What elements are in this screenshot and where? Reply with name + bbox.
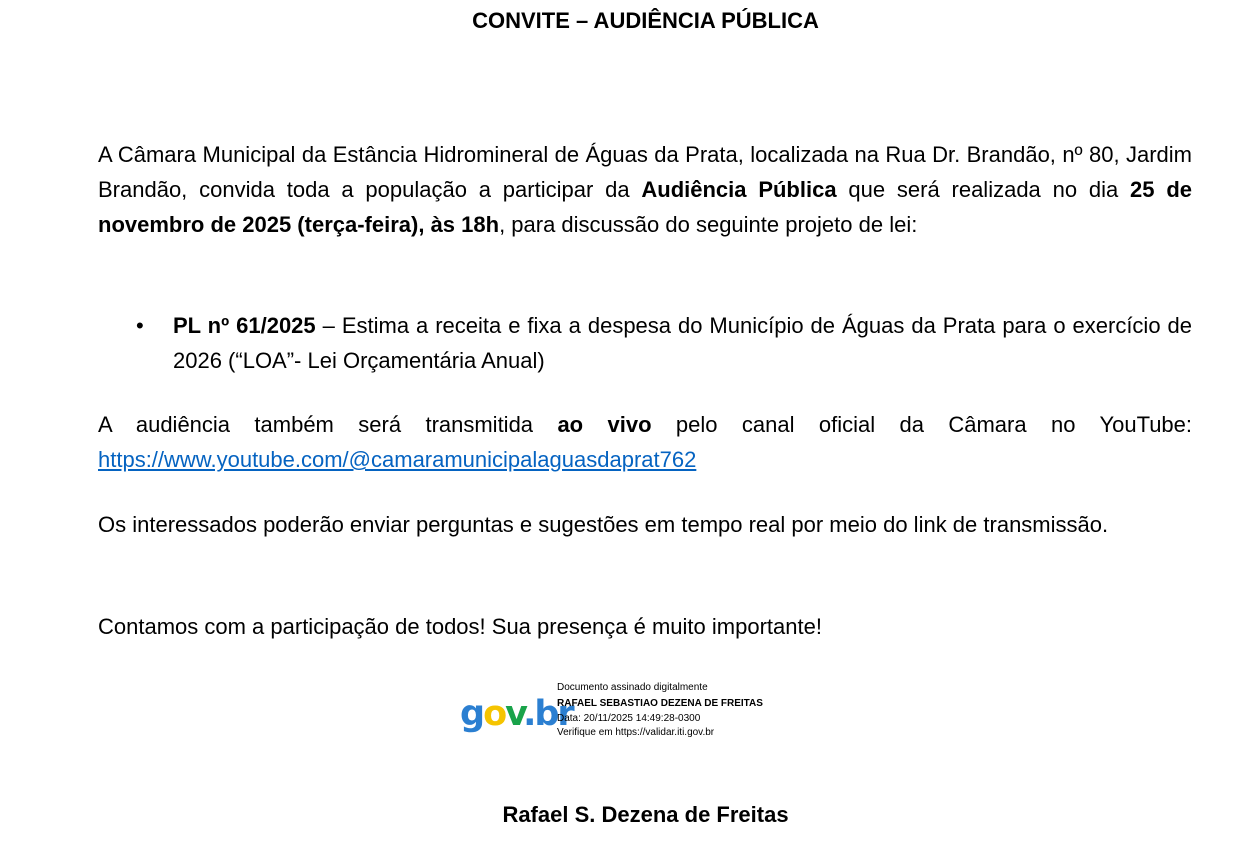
signer-full-name: RAFAEL SEBASTIAO DEZENA DE FREITAS xyxy=(557,698,763,709)
emphasis: Audiência Pública xyxy=(641,177,837,202)
bullet-icon: • xyxy=(136,313,144,338)
youtube-link[interactable]: https://www.youtube.com/@camaramunicipalaguasdaprat762 xyxy=(98,447,697,472)
text: que será realizada no dia xyxy=(836,177,1131,202)
closing-paragraph: Contamos com a participação de todos! Sua presença é muito importante! xyxy=(98,614,822,639)
text: A audiência também será transmitida xyxy=(98,412,558,437)
broadcast-paragraph xyxy=(98,407,1192,477)
invitation-paragraph xyxy=(98,137,1192,242)
document-title: CONVITE – AUDIÊNCIA PÚBLICA xyxy=(472,8,819,33)
event-date: 25 de novembro de 2025 (terça-feira), às 18h xyxy=(98,177,1192,237)
text: A Câmara Municipal da Estância Hidromineral de Águas da Prata, localizada na Rua Dr. Brandão, nº 80, Jardim Brandão, convida toda a população a participar da xyxy=(98,142,1192,202)
questions-paragraph: Os interessados poderão enviar perguntas e sugestões em tempo real por meio do link de transmissão. xyxy=(98,512,1109,537)
text: , para discussão do seguinte projeto de lei: xyxy=(499,212,918,237)
digital-signature-stamp xyxy=(460,678,800,748)
bill-list-item xyxy=(98,308,1192,378)
signature-date: Data: 20/11/2025 14:49:28-0300 xyxy=(557,713,701,724)
govbr-logo: gov.br xyxy=(460,694,573,734)
bill-description: – Estima a receita e fixa a despesa do Município de Águas da Prata para o exercício de 2026 (“LOA”- Lei Orçamentária Anual) xyxy=(173,313,1192,373)
bill-number: PL nº 61/2025 xyxy=(173,313,316,338)
emphasis: ao vivo xyxy=(557,412,652,437)
signature-verify: Verifique em https://validar.iti.gov.br xyxy=(557,727,715,738)
signer-name: Rafael S. Dezena de Freitas xyxy=(502,802,789,827)
signature-label: Documento assinado digitalmente xyxy=(557,682,708,693)
text: pelo canal oficial da Câmara no YouTube: xyxy=(651,412,1193,437)
